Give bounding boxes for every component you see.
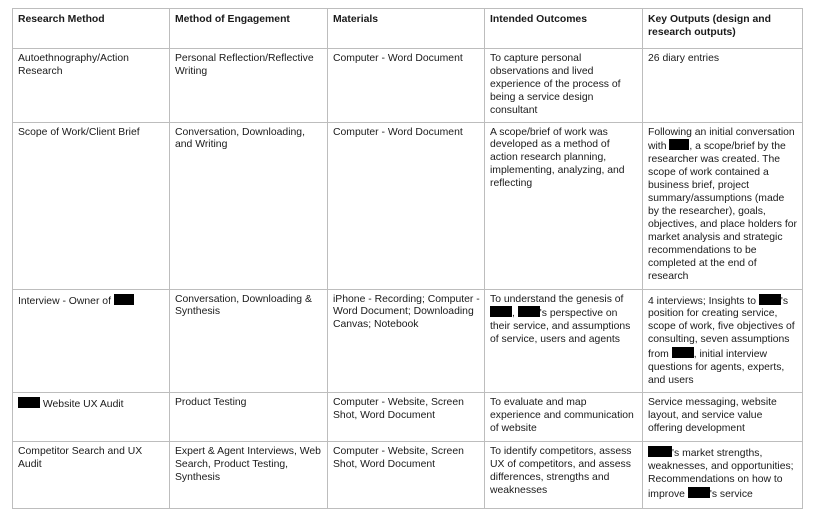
header-method-of-engagement: Method of Engagement	[170, 9, 328, 49]
cell-key-outputs: 26 diary entries	[643, 49, 803, 123]
cell-method-of-engagement: Conversation, Downloading & Synthesis	[170, 289, 328, 392]
text-fragment: Interview - Owner of	[18, 295, 111, 307]
text-fragment: , a scope/brief by the researcher was created. The scope of work contained a business brief, project summary/assumptions (made by the researcher), goals, objectives, and place holders for market analysis and strategic recommendations to be completed at the end of research	[648, 141, 798, 282]
header-research-method: Research Method	[13, 9, 170, 49]
header-key-outputs: Key Outputs (design and research outputs)	[643, 9, 803, 49]
text-fragment: 4 interviews; Insights to	[648, 295, 756, 307]
redaction-block	[648, 446, 672, 457]
cell-intended-outcomes	[485, 289, 643, 392]
cell-research-method: Scope of Work/Client Brief	[13, 122, 170, 289]
cell-materials: iPhone - Recording; Computer - Word Document; Downloading Canvas; Notebook	[328, 289, 485, 392]
redaction-block	[490, 306, 512, 317]
redaction-block	[669, 139, 689, 150]
cell-intended-outcomes: To evaluate and map experience and communication of website	[485, 392, 643, 441]
document-page	[12, 8, 803, 509]
cell-research-method: Competitor Search and UX Audit	[13, 441, 170, 508]
cell-materials: Computer - Website, Screen Shot, Word Document	[328, 392, 485, 441]
redaction-block	[518, 306, 540, 317]
redaction-block	[114, 294, 134, 305]
cell-method-of-engagement: Product Testing	[170, 392, 328, 441]
cell-method-of-engagement: Conversation, Downloading, and Writing	[170, 122, 328, 289]
table-header-row	[13, 9, 803, 49]
cell-research-method	[13, 289, 170, 392]
text-fragment: ,	[512, 308, 515, 320]
text-fragment: To understand the genesis of	[490, 293, 624, 305]
cell-method-of-engagement: Expert & Agent Interviews, Web Search, Product Testing, Synthesis	[170, 441, 328, 508]
text-fragment: 's service	[709, 488, 753, 500]
redaction-block	[18, 397, 40, 408]
cell-materials: Computer - Word Document	[328, 122, 485, 289]
table-row	[13, 441, 803, 508]
text-fragment: 's market strengths, weaknesses, and opportunities; Recommendations on how to improve	[648, 447, 794, 500]
redaction-block	[672, 347, 694, 358]
research-methods-table	[12, 8, 803, 509]
table-row	[13, 122, 803, 289]
cell-intended-outcomes: A scope/brief of work was developed as a method of action research planning, implementing, analyzing, and reflecting	[485, 122, 643, 289]
cell-intended-outcomes: To identify competitors, assess UX of competitors, and assess differences, strengths and weaknesses	[485, 441, 643, 508]
text-fragment: , initial interview questions for agents, experts, and users	[648, 349, 785, 386]
cell-key-outputs	[643, 289, 803, 392]
cell-materials: Computer - Word Document	[328, 49, 485, 123]
cell-key-outputs: Service messaging, website layout, and service value offering development	[643, 392, 803, 441]
text-fragment: 's perspective on their service, and assumptions of service, users and agents	[490, 308, 631, 346]
cell-key-outputs	[643, 441, 803, 508]
cell-key-outputs	[643, 122, 803, 289]
table-row	[13, 289, 803, 392]
redaction-block	[759, 294, 781, 305]
text-fragment: Following an initial conversation with	[648, 126, 795, 153]
header-intended-outcomes: Intended Outcomes	[485, 9, 643, 49]
header-materials: Materials	[328, 9, 485, 49]
table-row	[13, 49, 803, 123]
text-fragment: Website UX Audit	[42, 398, 124, 410]
cell-materials: Computer - Website, Screen Shot, Word Document	[328, 441, 485, 508]
table-row	[13, 392, 803, 441]
cell-research-method: Autoethnography/Action Research	[13, 49, 170, 123]
cell-intended-outcomes: To capture personal observations and lived experience of the process of being a service design consultant	[485, 49, 643, 123]
redaction-block	[688, 487, 710, 498]
cell-method-of-engagement: Personal Reflection/Reflective Writing	[170, 49, 328, 123]
text-fragment: 's position for creating service, scope of work, five objectives of consulting, seven assumptions from	[648, 295, 795, 361]
cell-research-method	[13, 392, 170, 441]
